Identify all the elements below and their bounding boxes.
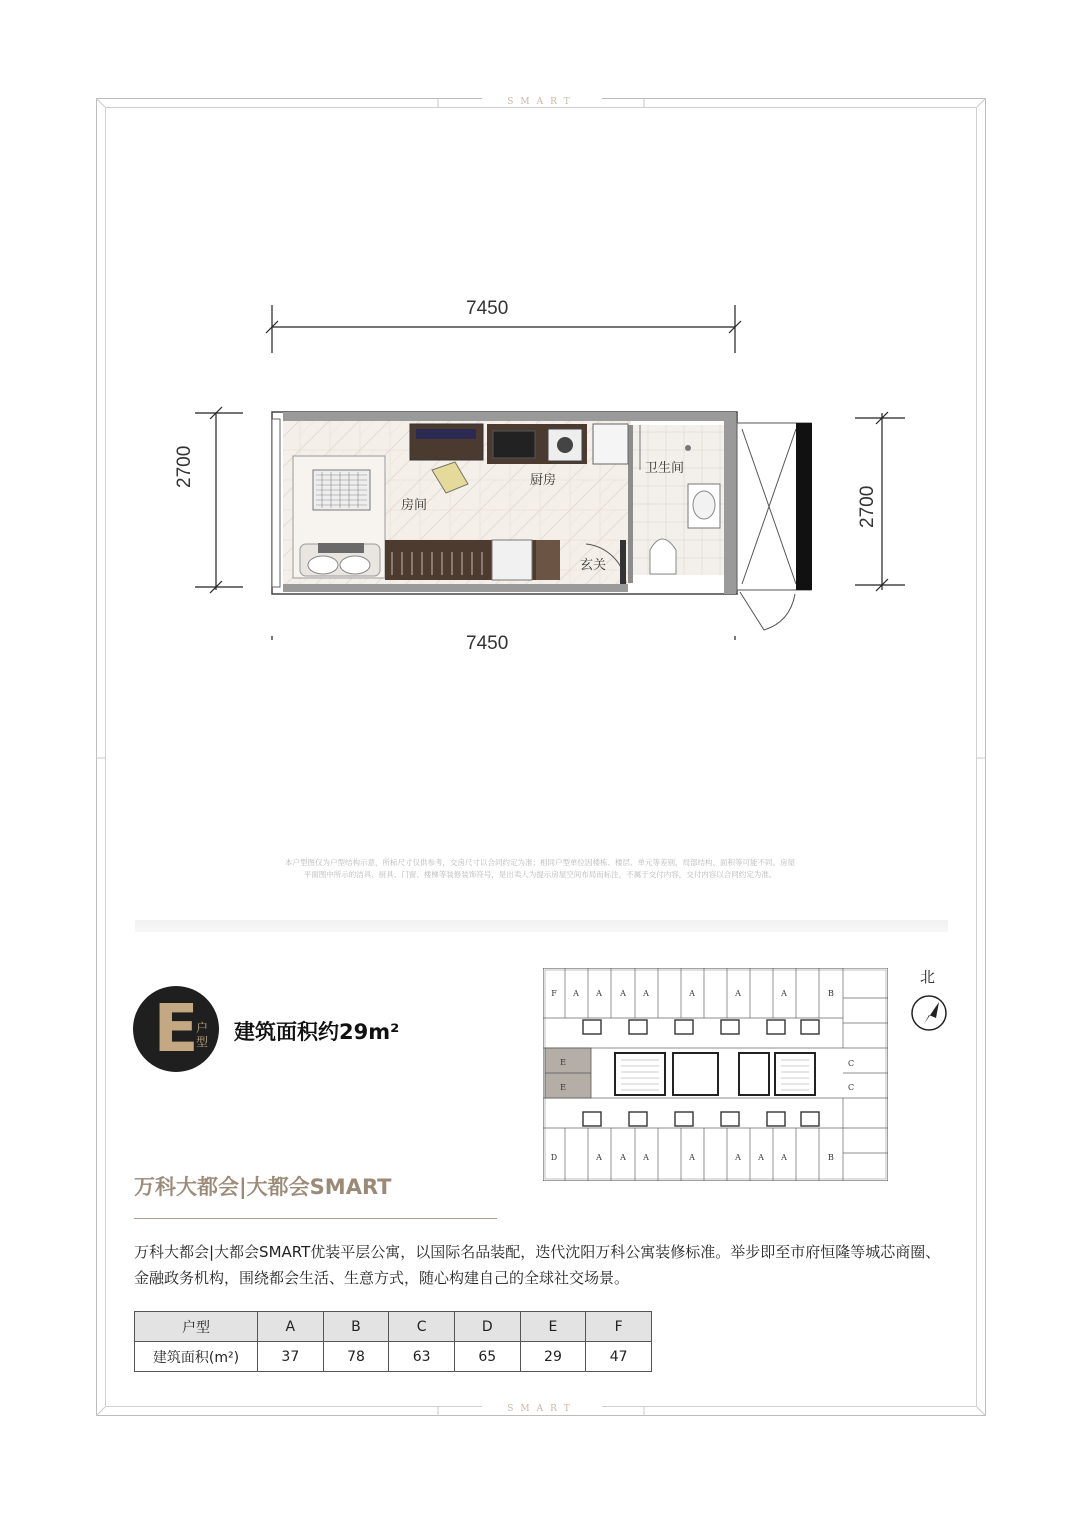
project-description — [134, 1239, 964, 1291]
description-line-1: 万科大都会|大都会SMART优装平层公寓，以国际名品装配，迭代沈阳万科公寓装修标准。举步即至市府恒隆等城芯商圈、 — [134, 1243, 941, 1261]
keyplan-unit-label: F — [551, 989, 557, 998]
keyplan-unit-label: A — [781, 989, 787, 998]
unit-type-label-1: 户 — [196, 1021, 209, 1035]
table-area-cell: 65 — [454, 1342, 520, 1372]
section-divider-band — [135, 920, 948, 932]
keyplan-unit-label: A — [781, 1153, 787, 1162]
keyplan-unit-label: B — [828, 989, 834, 998]
table-type-cell: E — [520, 1312, 586, 1342]
description-line-2: 金融政务机构，围绕都会生活、生意方式，随心构建自己的全球社交场景。 — [134, 1269, 630, 1287]
table-row-label: 建筑面积(m²) — [135, 1342, 258, 1372]
keyplan-unit-label: A — [689, 989, 695, 998]
keyplan-unit-label: A — [643, 1153, 649, 1162]
keyplan-unit-label: C — [847, 1083, 855, 1092]
floor-plan — [190, 290, 920, 640]
table-type-cell: B — [323, 1312, 389, 1342]
keyplan-unit-label: A — [735, 1153, 741, 1162]
area-table-value-row — [135, 1342, 652, 1372]
dimension-top-label: 7450 — [466, 298, 509, 319]
disclaimer — [180, 857, 900, 881]
table-area-cell: 47 — [586, 1342, 652, 1372]
area-table — [134, 1311, 652, 1372]
frame-bottom-tag: SMART — [482, 1404, 602, 1414]
keyplan-unit-label: C — [847, 1059, 855, 1068]
keyplan-unit-label: A — [758, 1153, 764, 1162]
keyplan-unit-label: A — [643, 989, 649, 998]
disclaimer-line-1: 本户型图仅为户型结构示意，所标尺寸仅供参考，交房尺寸以合同约定为准；相同户型单位因楼栋、楼层、单元等差别，局部结构、面积等可能不同。房屋 — [285, 858, 795, 867]
room-label-bathroom: 卫生间 — [645, 461, 685, 476]
keyplan-unit-label: E — [560, 1083, 566, 1092]
area-table-header-row — [135, 1312, 652, 1342]
table-type-cell: D — [454, 1312, 520, 1342]
keyplan-unit-label: A — [620, 1153, 626, 1162]
unit-type-label — [196, 1021, 208, 1049]
keyplan-unit-label: E — [560, 1058, 566, 1067]
table-area-cell: 29 — [520, 1342, 586, 1372]
unit-area-title: 建筑面积约29m² — [234, 1020, 400, 1044]
keyplan-unit-label: A — [689, 1153, 695, 1162]
keyplan-unit-label: A — [596, 1153, 602, 1162]
north-label: 北 — [920, 968, 936, 986]
disclaimer-line-2: 平面图中所示的洁具、厨具、门窗、楼梯等装修装饰符号，是出卖人为提示房屋空间布局而标注，不属于交付内容，交付内容以合同约定为准。 — [303, 870, 777, 879]
keyplan-unit-label: A — [735, 989, 741, 998]
keyplan-unit-label: B — [828, 1153, 834, 1162]
dimension-bottom-label: 7450 — [466, 633, 509, 654]
table-type-cell: A — [258, 1312, 324, 1342]
keyplan-unit-label: A — [620, 989, 626, 998]
keyplan-unit-label: A — [573, 989, 579, 998]
room-label-kitchen: 厨房 — [530, 473, 557, 488]
north-arrow-icon — [910, 994, 948, 1032]
room-label-bedroom: 房间 — [401, 498, 428, 513]
room-label-entry: 玄关 — [580, 558, 607, 573]
project-title: 万科大都会|大都会SMART — [134, 1175, 392, 1199]
dimension-left — [195, 407, 243, 593]
key-plan — [543, 968, 888, 1181]
keyplan-unit-label: D — [550, 1153, 558, 1162]
project-title-underline — [134, 1218, 497, 1219]
keyplan-unit-label: A — [596, 989, 602, 998]
unit-letter: E — [153, 990, 199, 1067]
unit-type-label-2: 型 — [196, 1035, 209, 1049]
frame-top-tag: SMART — [482, 97, 602, 107]
table-header-cell: 户型 — [135, 1312, 258, 1342]
dimension-right-label: 2700 — [857, 485, 878, 528]
table-type-cell: F — [586, 1312, 652, 1342]
dimension-left-label: 2700 — [174, 445, 195, 488]
table-area-cell: 78 — [323, 1342, 389, 1372]
table-type-cell: C — [389, 1312, 455, 1342]
table-area-cell: 37 — [258, 1342, 324, 1372]
table-area-cell: 63 — [389, 1342, 455, 1372]
